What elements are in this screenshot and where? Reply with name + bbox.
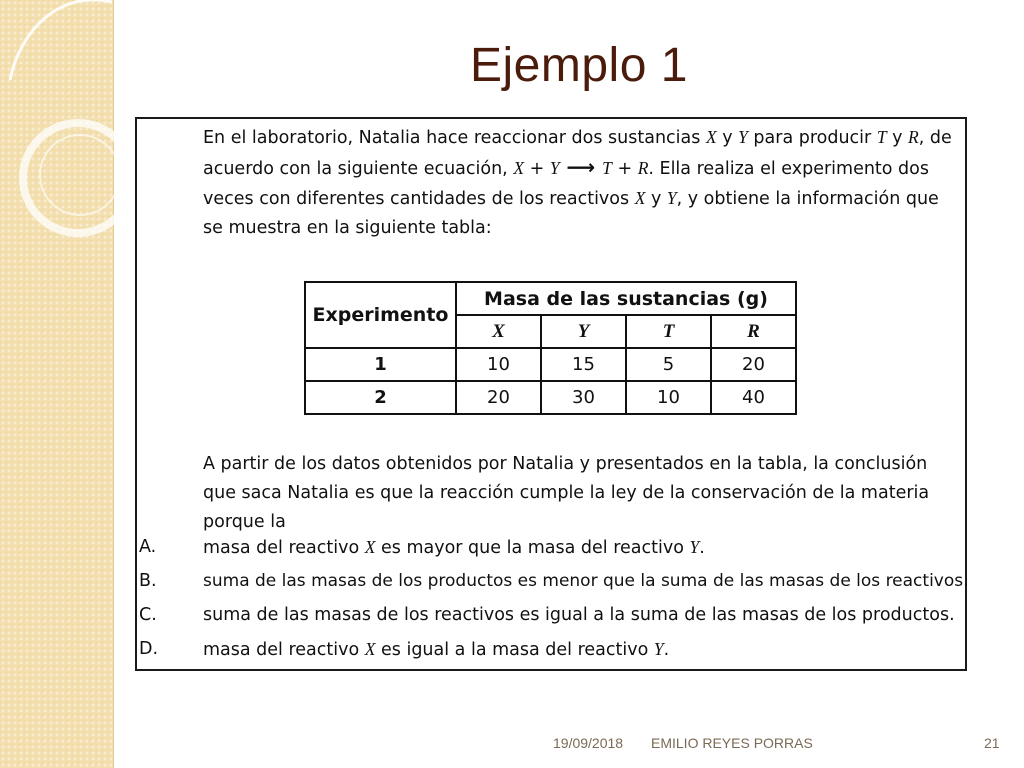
- var-y: Y: [738, 127, 748, 147]
- header-col-r: R: [711, 315, 796, 348]
- option-text: masa del reactivo X es mayor que la masa del reactivo Y.: [203, 537, 705, 558]
- footer-page-number: 21: [984, 735, 1000, 751]
- option-letter: C.: [139, 605, 157, 625]
- table-cell: 10: [456, 348, 541, 381]
- ring-arc-top: [10, 0, 112, 80]
- option-text: suma de las masas de los reactivos es igual a la suma de las masas de los productos.: [203, 605, 955, 625]
- table-cell-experiment: 2: [305, 381, 456, 414]
- table-cell: 5: [626, 348, 711, 381]
- question-text: A partir de los datos obtenidos por Natalia y presentados en la tabla, la conclusión que saca Natalia es que la reacción cumple la ley de la conservación de la materia porque la: [203, 454, 930, 532]
- table-row: [305, 348, 796, 381]
- mass-table: [304, 281, 797, 415]
- header-col-t: T: [626, 315, 711, 348]
- table-cell: 15: [541, 348, 626, 381]
- var-x: X: [705, 127, 717, 147]
- problem-intro: En el laboratorio, Natalia hace reaccionar dos sustancias X y Y para producir T y R, de acuerdo con la siguiente ecuación, X + Y ⟶ T + R. Ella realiza el experimento dos veces con diferentes cantidades de los reactivos X y Y, y obtiene la información que se muestra en la siguiente tabla:: [203, 127, 952, 238]
- header-col-x: X: [456, 315, 541, 348]
- var-t: T: [876, 127, 887, 147]
- table-cell: 20: [456, 381, 541, 414]
- option-c[interactable]: [137, 601, 967, 630]
- table-row: [305, 381, 796, 414]
- decorative-rings: [0, 0, 140, 260]
- option-letter: B.: [139, 571, 157, 591]
- reaction-arrow: ⟶: [559, 155, 603, 179]
- footer-date: 19/09/2018: [553, 735, 624, 751]
- table-cell-experiment: 1: [305, 348, 456, 381]
- option-letter: A.: [139, 537, 157, 557]
- option-letter: D.: [139, 639, 159, 659]
- var-r: R: [908, 127, 919, 147]
- option-text: masa del reactivo X es igual a la masa del reactivo Y.: [203, 639, 670, 660]
- problem-box: [135, 117, 967, 671]
- option-a[interactable]: [137, 533, 967, 562]
- footer-author: EMILIO REYES PORRAS: [651, 735, 813, 751]
- table-cell: 20: [711, 348, 796, 381]
- header-mass-group: Masa de las sustancias (g): [456, 282, 796, 315]
- table-cell: 40: [711, 381, 796, 414]
- option-b[interactable]: [137, 567, 967, 596]
- slide-title: Ejemplo 1: [470, 39, 688, 92]
- ring-small: [40, 135, 120, 215]
- table-cell: 30: [541, 381, 626, 414]
- header-col-y: Y: [541, 315, 626, 348]
- table-cell: 10: [626, 381, 711, 414]
- option-text: suma de las masas de los productos es menor que la suma de las masas de los reactivos.: [203, 571, 969, 591]
- option-d[interactable]: [137, 635, 967, 664]
- header-experiment: Experimento: [305, 282, 456, 348]
